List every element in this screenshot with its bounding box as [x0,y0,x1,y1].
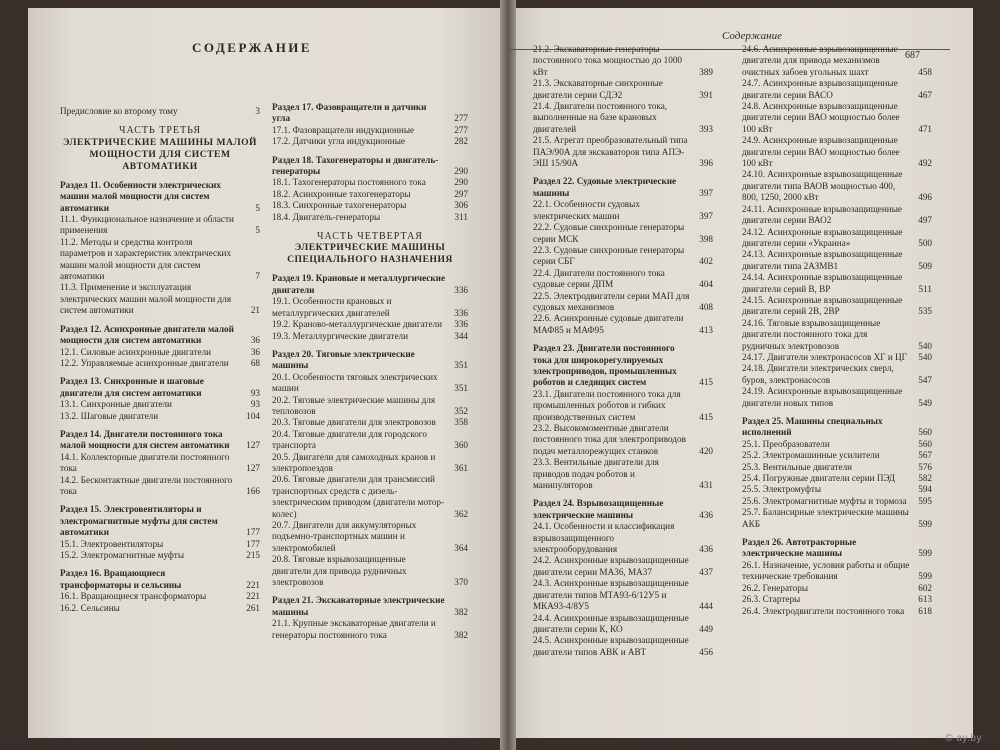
toc-entry [60,603,260,614]
toc-entry [60,411,260,422]
toc-entry [742,101,932,135]
toc-chapter-entry [742,537,932,560]
toc-entry-title: ЧАСТЬ ЧЕТВЕРТАЯ [317,231,423,243]
toc-page-number: 576 [918,461,932,472]
toc-entry [742,363,932,386]
toc-entry [742,295,932,318]
toc-page-number: 500 [918,237,932,248]
toc-chapter-entry [60,376,260,399]
toc-entry-title: 22.2. Судовые синхронные генераторы серии МСК [533,222,685,244]
toc-entry-title: Раздел 17. Фазовращатели и датчики угла [272,102,427,124]
toc-entry-title: Раздел 19. Крановые и металлургические двигатели [272,273,446,295]
toc-entry-title: 24.5. Асинхронные взрывозащищенные двигатели типов АВК и АВТ [533,635,689,657]
toc-entry-title: 18.1. Тахогенераторы постоянного тока [272,177,426,188]
toc-entry [533,313,713,336]
toc-page-number: 456 [699,646,713,657]
toc-entry-title: 24.15. Асинхронные взрывозащищенные двигатели серий 2В, 2ВР [742,294,903,317]
toc-page-number: 261 [246,602,260,613]
book-gutter [500,0,516,750]
toc-entry [533,291,713,314]
toc-entry-title: 11.1. Функциональное назначение и области применения [60,214,234,236]
toc-entry [742,507,932,530]
toc-page-number: 166 [246,485,260,496]
toc-entry-title: ЭЛЕКТРИЧЕСКИЕ МАШИНЫ МАЛОЙ МОЩНОСТИ ДЛЯ СИСТЕМ АВТОМАТИКИ [62,136,258,172]
toc-entry [272,177,468,188]
toc-entry [60,347,260,358]
toc-chapter-entry [533,176,713,199]
toc-entry-title: 24.10. Асинхронные взрывозащищенные двигатели типа ВАОВ мощностью 400, 800, 1250, 2000 кВт [742,169,903,203]
running-title: Содержание [722,30,783,42]
toc-page-number: 3 [255,106,260,116]
toc-chapter-entry [60,429,260,452]
toc-chapter-entry [533,343,713,389]
toc-entry-title: 25.5. Электромуфты [742,484,822,495]
toc-page-number: 398 [699,233,713,244]
toc-chapter-entry [60,180,260,214]
toc-entry [60,358,260,369]
toc-entry-title: 20.7. Двигатели для аккумуляторных подъемно-транспортных машин и электромобилей [272,520,417,553]
toc-entry [60,214,260,237]
toc-entry-title: 20.3. Тяговые двигатели для электровозов [272,417,436,428]
toc-page-number: 5 [255,225,260,236]
toc-entry-title: 22.4. Двигатели постоянного тока судовые серии ДПМ [533,267,665,290]
toc-page-number: 358 [454,417,468,428]
toc-entry [272,136,468,147]
toc-page-number: 420 [699,445,713,456]
toc-page-number: 290 [454,177,468,188]
toc-entry [272,452,468,475]
section-heading [60,137,260,173]
toc-page-number: 344 [454,330,468,341]
toc-entry-title: 24.8. Асинхронные взрывозащищенные двигатели серии ВАО мощностью более 100 кВт [742,101,900,134]
part-heading [60,125,260,136]
toc-entry [742,135,932,169]
toc-page-number: 177 [246,527,260,538]
toc-entry-title: 22.5. Электродвигатели серии МАП для судовых механизмов [533,290,690,312]
toc-entry-title: 21.1. Крупные экскаваторные двигатели и генераторы постоянного тока [272,618,436,640]
toc-page-number: 221 [246,579,260,590]
toc-entry-title: 12.2. Управляемые асинхронные двигатели [60,357,229,368]
toc-entry-title: 21.2. Экскаваторные генераторы постоянного тока мощностью до 1000 кВт [533,44,683,77]
toc-page-number: 36 [250,335,260,346]
toc-page-number: 599 [918,571,932,582]
toc-page-number: 415 [699,411,713,422]
toc-entry [742,78,932,101]
toc-entry [272,319,468,330]
toc-entry-title: 20.2. Тяговые электрические машины для тепловозов [272,394,436,416]
toc-entry-title: Предисловие ко второму тому [60,106,178,116]
toc-entry [533,44,713,78]
part-heading [272,231,468,242]
toc-entry [533,199,713,222]
toc-page-number: 492 [918,158,932,169]
toc-entry-title: 19.3. Металлургические двигатели [272,330,409,341]
toc-entry-title: 25.7. Балансирные электрические машины АКБ [742,507,909,529]
toc-entry-title: 14.2. Бесконтактные двигатели постоянного тока [60,474,233,496]
toc-page-number: 311 [454,211,468,222]
toc-entry [60,282,260,316]
toc-entry [533,457,713,491]
toc-entry [533,613,713,636]
toc-chapter-entry [272,595,468,618]
watermark: © ay.by [945,733,982,744]
toc-page-number: 415 [699,377,713,388]
toc-entry [272,372,468,395]
toc-page-number: 36 [250,346,260,357]
toc-page-number: 361 [454,462,468,473]
toc-entry-title: 25.3. Вентильные двигатели [742,461,853,472]
toc-entry [742,204,932,227]
toc-entry-title: Раздел 25. Машины специальных исполнений [742,416,883,438]
toc-entry [60,452,260,475]
toc-entry [742,44,932,78]
toc-entry [742,439,932,450]
toc-entry [272,200,468,211]
toc-entry-title: Раздел 12. Асинхронные двигатели малой мощности для систем автоматики [60,323,234,346]
toc-entry-title: 24.2. Асинхронные взрывозащищенные двигатели серии МА36, МА37 [533,555,689,577]
toc-page-number: 391 [699,89,713,100]
toc-entry-title: 20.8. Тяговые взрывозащищенные двигатели для привода рудничных электровозов [272,554,407,588]
toc-entry-title: 22.6. Асинхронные судовые двигатели МАФ85 и МАФ95 [533,313,684,335]
toc-page-number: 290 [454,166,468,177]
toc-page-number: 297 [454,188,468,199]
toc-entry-title: Раздел 22. Судовые электрические машины [533,176,677,198]
toc-page-number: 444 [699,601,713,612]
toc-entry-title: 24.12. Асинхронные взрывозащищенные двигатели серии «Украина» [742,226,903,248]
toc-entry [742,606,932,617]
toc-chapter-entry [272,349,468,372]
toc-page-number: 351 [454,383,468,394]
toc-entry-title: 24.9. Асинхронные взрывозащищенные двигатели серии ВАО мощностью более 100 кВт [742,135,900,169]
toc-page-number: 5 [255,202,260,213]
toc-chapter-entry [60,324,260,347]
toc-page-number: 436 [699,509,713,520]
toc-chapter-entry [272,155,468,178]
toc-page-number: 21 [250,305,260,316]
toc-entry-title: 24.6. Асинхронные взрывозащищенные двигатели для привода механизмов очистных забоев угольных шахт [742,44,898,77]
toc-page-number: 282 [454,136,468,147]
toc-entry [533,555,713,578]
toc-entry-title: 13.1. Синхронные двигатели [60,399,172,410]
toc-entry-title: 24.19. Асинхронные взрывозащищенные двигатели новых типов [742,386,903,408]
toc-entry-title: 25.4. Погружные двигатели серии ПЭД [742,473,896,484]
toc-page-number: 382 [454,606,468,617]
toc-entry [533,389,713,423]
toc-page-number: 382 [454,629,468,640]
toc-entry [742,473,932,484]
toc-page-number: 336 [454,284,468,295]
toc-entry [533,135,713,169]
toc-entry-title: 25.1. Преобразователи [742,438,830,449]
toc-entry [272,296,468,319]
toc-page-number: 360 [454,440,468,451]
toc-entry [742,496,932,507]
toc-entry-title: Раздел 23. Двигатели постоянного тока для широкорегулируемых электроприводов, промышленных роботов и следящих систем [533,343,677,388]
toc-entry [272,618,468,641]
toc-entry-title: Раздел 14. Двигатели постоянного тока малой мощности для систем автоматики [60,428,230,451]
toc-page-number: 396 [699,158,713,169]
toc-entry [533,222,713,245]
toc-page-number: 68 [250,357,260,368]
toc-entry-title: 20.4. Тяговые двигатели для городского транспорта [272,428,427,451]
toc-page-number: 594 [918,484,932,495]
toc-entry-title: 15.2. Электромагнитные муфты [60,550,184,560]
toc-page-number: 215 [246,550,260,560]
toc-entry-title: 24.14. Асинхронные взрывозащищенные двигатели серий В, ВР [742,272,903,294]
toc-page-number: 540 [918,351,932,362]
toc-entry-title: Раздел 26. Автотракторные электрические машины [742,537,857,559]
toc-page-number: 613 [918,594,932,605]
toc-entry [742,318,932,352]
toc-chapter-entry [272,102,468,125]
toc-page-number: 436 [699,544,713,555]
toc-entry-title: Раздел 20. Тяговые электрические машины [272,348,415,371]
toc-column-1 [60,106,260,614]
section-heading [272,242,468,266]
toc-entry [272,554,468,588]
toc-entry-title: 18.3. Синхронные тахогенераторы [272,200,407,211]
toc-entry [742,352,932,363]
toc-entry-title: 20.1. Особенности тяговых электрических машин [272,371,438,394]
toc-entry [60,539,260,550]
toc-entry [742,462,932,473]
toc-page-number: 599 [918,518,932,529]
toc-page-number: 306 [454,200,468,211]
toc-page-number: 393 [699,123,713,134]
toc-page-number: 471 [918,123,932,134]
toc-entry [272,331,468,342]
toc-chapter-entry [742,416,932,439]
toc-entry-title: 26.4. Электродвигатели постоянного тока [742,605,905,616]
toc-entry [742,594,932,605]
toc-page-number: 177 [246,538,260,549]
toc-entry [742,249,932,272]
toc-page-number: 397 [699,210,713,221]
toc-entry-title: 20.5. Двигатели для самоходных кранов и электропоездов [272,451,436,473]
toc-page-number: 352 [454,405,468,416]
toc-entry-title: 24.1. Особенности и классификация взрывозащищенного электрооборудования [533,521,675,555]
toc-entry [533,245,713,268]
toc-entry-title: 26.3. Стартеры [742,594,801,605]
toc-entry-title: 20.6. Тяговые двигатели для трансмиссий транспортных средств с дизель-электрическим приводом (двигатели мотор-колес) [272,474,445,519]
toc-entry-title: 21.3. Экскаваторные синхронные двигатели серии СДЭ2 [533,78,663,100]
toc-page-number: 496 [918,192,932,203]
toc-entry-title: 11.2. Методы и средства контроля параметров и характеристик электрических машин малой мощности для систем автоматики [60,236,232,282]
toc-column-3 [533,44,713,658]
toc-page-number: 397 [699,187,713,198]
toc-page-number: 277 [454,124,468,135]
page-title: СОДЕРЖАНИЕ [192,40,313,55]
toc-entry [742,386,932,409]
toc-entry-title: 17.2. Датчики угла индукционные [272,136,405,147]
toc-entry-title: Раздел 21. Экскаваторные электрические машины [272,595,445,617]
toc-entry-title: Раздел 15. Электровентиляторы и электромагнитные муфты для систем автоматики [60,504,218,538]
toc-entry-title: Раздел 11. Особенности электрических машин малой мощности для систем автоматики [60,179,221,213]
toc-entry [60,591,260,602]
toc-page-number: 511 [918,283,932,294]
toc-entry [742,272,932,295]
toc-entry-title: 11.3. Применение и эксплуатация электрических машин малой мощности для систем автоматики [60,282,232,316]
toc-entry [533,578,713,612]
toc-entry [742,450,932,461]
toc-page-number: 595 [918,495,932,506]
toc-entry-title: 26.2. Генераторы [742,582,809,593]
toc-page-number: 127 [246,463,260,474]
toc-entry-title: 25.6. Электромагнитные муфты и тормоза [742,495,907,506]
toc-entry [60,106,260,117]
toc-entry-title: 21.4. Двигатели постоянного тока, выполненные на базе крановых двигателей [533,101,668,134]
toc-entry-title: 18.2. Асинхронные тахогенераторы [272,188,411,199]
toc-entry-title: 25.2. Электромашинные усилители [742,450,880,461]
toc-entry-title: 26.1. Назначение, условия работы и общие технические требования [742,559,910,582]
toc-entry [272,189,468,200]
toc-entry-title: Раздел 13. Синхронные и шаговые двигатели для систем автоматики [60,376,204,398]
toc-entry [272,429,468,452]
toc-page-number: 389 [699,66,713,77]
toc-page-number: 467 [918,89,932,100]
toc-entry-title: 18.4. Двигатель-генераторы [272,211,381,222]
toc-page-number: 351 [454,360,468,371]
toc-entry-title: 22.3. Судовые синхронные генераторы серии СБГ [533,244,685,267]
toc-chapter-entry [272,273,468,296]
toc-entry [60,475,260,498]
toc-entry-title: 24.7. Асинхронные взрывозащищенные двигатели серии ВАСО [742,78,898,100]
toc-page-number: 509 [918,260,932,271]
toc-entry-title: 21.5. Агрегат преобразовательный типа ПАЭ/90А для экскаваторов типа АПЭ-ЭШ 15/90А [533,135,688,169]
toc-page-number: 336 [454,307,468,318]
toc-entry-title: 24.3. Асинхронные взрывозащищенные двигатели типов МТА93-6/12У5 и МКА93-4/8У5 [533,578,689,612]
toc-entry [533,423,713,457]
toc-page-number: 431 [699,480,713,491]
toc-page-number: 402 [699,256,713,267]
toc-entry-title: 16.2. Сельсины [60,602,120,613]
toc-page-number: 93 [250,399,260,410]
toc-entry [742,227,932,250]
toc-entry [533,635,713,658]
toc-entry-title: Раздел 16. Вращающиеся трансформаторы и сельсины [60,568,182,590]
toc-entry [272,125,468,136]
toc-page-number: 413 [699,324,713,335]
toc-page-number: 582 [918,473,932,484]
toc-entry-title: 24.4. Асинхронные взрывозащищенные двигатели серии К, КО [533,612,689,634]
toc-page-number: 364 [454,542,468,553]
toc-page-number: 449 [699,623,713,634]
toc-page-number: 404 [699,279,713,290]
toc-page-number: 104 [246,410,260,421]
toc-entry [60,237,260,283]
toc-chapter-entry [533,498,713,521]
toc-page-number: 547 [918,374,932,385]
toc-page-number: 408 [699,301,713,312]
toc-entry-title: ЧАСТЬ ТРЕТЬЯ [118,125,201,137]
toc-entry [533,78,713,101]
toc-page-number: 540 [918,340,932,351]
toc-page-number: 602 [918,582,932,593]
toc-entry [272,520,468,554]
toc-entry-title: 19.1. Особенности крановых и металлургических двигателей [272,296,392,318]
toc-entry [272,474,468,520]
toc-column-4 [742,44,932,617]
toc-entry [60,550,260,561]
toc-page-number: 127 [246,440,260,451]
toc-entry-title: 16.1. Вращающиеся трансформаторы [60,591,207,602]
toc-entry-title: Раздел 18. Тахогенераторы и двигатель-генераторы [272,154,439,177]
toc-entry-title: ЭЛЕКТРИЧЕСКИЕ МАШИНЫ СПЕЦИАЛЬНОГО НАЗНАЧЕНИЯ [287,242,453,266]
toc-page-number: 277 [454,113,468,124]
toc-page-number: 599 [918,548,932,559]
toc-entry [272,417,468,428]
toc-entry-title: 15.1. Электровентиляторы [60,538,164,549]
toc-entry-title: Раздел 24. Взрывозащищенные электрические машины [533,498,664,520]
toc-entry-title: 24.11. Асинхронные взрывозащищенные двигатели серии ВАО2 [742,203,902,226]
toc-entry [533,268,713,291]
toc-page-number: 560 [918,438,932,449]
toc-page-number: 93 [250,387,260,398]
toc-entry [272,212,468,223]
toc-page-number: 560 [918,427,932,438]
toc-entry-title: 23.1. Двигатели постоянного тока для промышленных роботов и гибких производственных систем [533,388,681,422]
toc-page-number: 549 [918,397,932,408]
toc-entry-title: 14.1. Коллекторные двигатели постоянного тока [60,451,230,474]
toc-page-number: 437 [699,566,713,577]
toc-page-number: 567 [918,450,932,461]
toc-entry [533,101,713,135]
toc-page-number: 362 [454,508,468,519]
toc-entry-title: 24.18. Двигатели электрических сверл, буров, электронасосов [742,363,894,385]
toc-page-number: 336 [454,319,468,330]
toc-entry [742,583,932,594]
toc-entry-title: 17.1. Фазовращатели индукционные [272,124,415,135]
toc-page-number: 7 [255,271,260,282]
toc-entry-title: 24.13. Асинхронные взрывозащищенные двигатели типа 2АЗМВ1 [742,249,903,271]
page-number: 687 [905,50,920,61]
toc-page-number: 221 [246,591,260,602]
toc-entry [272,395,468,418]
toc-page-number: 458 [918,66,932,77]
toc-entry-title: 22.1. Особенности судовых электрических машин [533,199,640,221]
toc-entry-title: 19.2. Краново-металлургические двигатели [272,319,443,330]
toc-entry [60,399,260,410]
toc-entry [533,521,713,555]
toc-entry-title: 24.17. Двигатели электронасосов ХГ и ЦГ [742,351,907,362]
toc-page-number: 618 [918,605,932,616]
toc-entry [742,484,932,495]
toc-entry [742,560,932,583]
toc-entry [742,169,932,203]
toc-page-number: 535 [918,306,932,317]
toc-entry-title: 23.3. Вентильные двигатели для приводов подач роботов и манипуляторов [533,457,659,491]
toc-page-number: 370 [454,577,468,588]
toc-entry-title: 24.16. Тяговые взрывозащищенные двигатели постоянного тока для рудничных электровозов [742,317,881,351]
toc-entry-title: 23.2. Высокомоментные двигатели постоянного тока для электроприводов подач металлорежущих станков [533,423,686,456]
toc-entry-title: 13.2. Шаговые двигатели [60,410,159,421]
toc-chapter-entry [60,504,260,538]
toc-column-2 [272,102,468,641]
toc-chapter-entry [60,568,260,591]
toc-page-number: 497 [918,215,932,226]
toc-entry-title: 12.1. Силовые асинхронные двигатели [60,346,212,357]
